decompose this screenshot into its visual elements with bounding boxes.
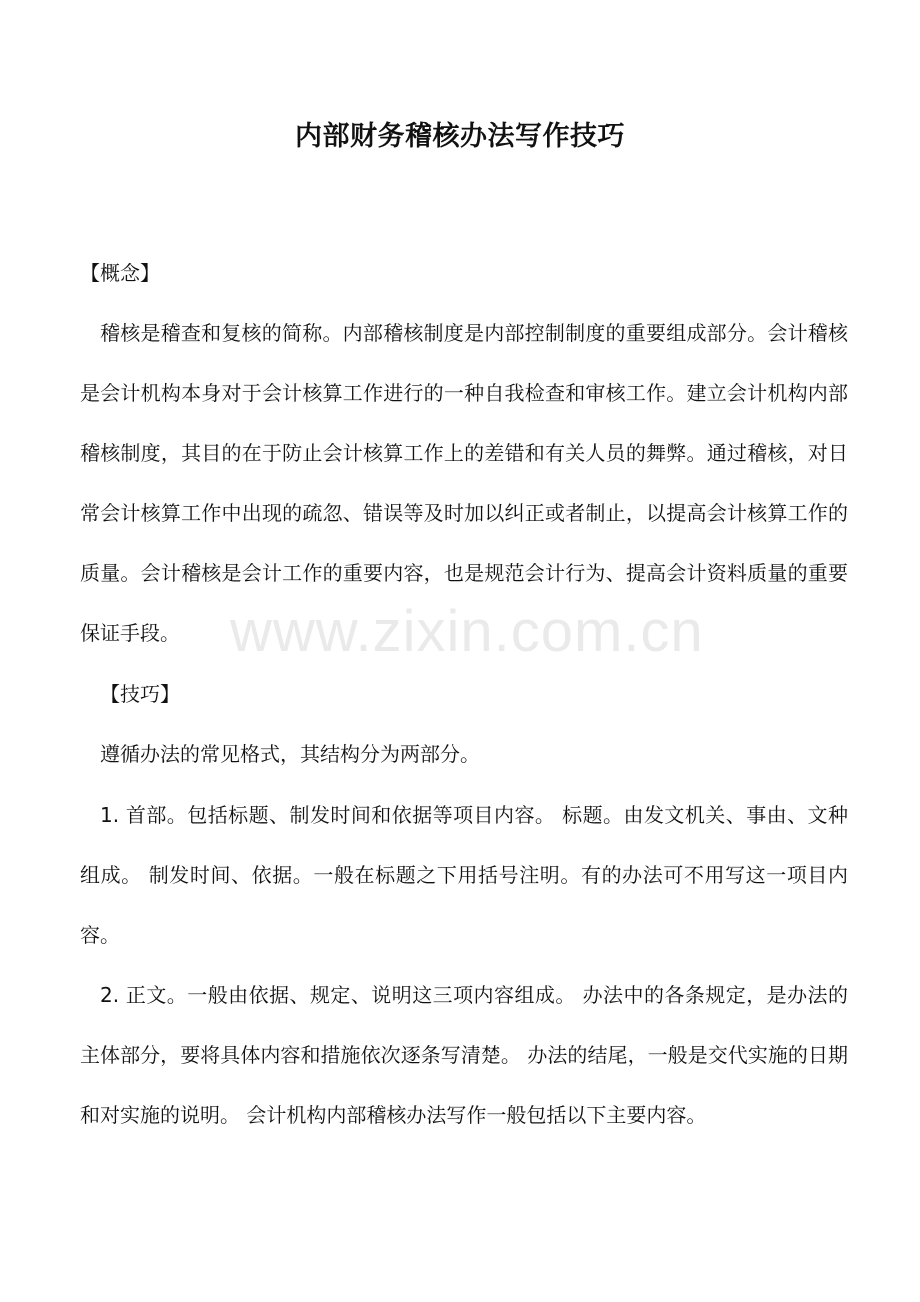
skill-item-1 — [80, 785, 848, 965]
concept-heading: 【概念】 — [80, 261, 160, 285]
skill-heading: 【技巧】 — [100, 682, 180, 706]
watermark: www.zixin.com.cn — [230, 599, 704, 664]
document-title: 内部财务稽核办法写作技巧 — [295, 121, 625, 152]
concept-paragraph — [80, 303, 848, 663]
skill-item-1-text: 1. 首部。包括标题、制发时间和依据等项目内容。 标题。由发文机关、事由、文种组成。 制发时间、依据。一般在标题之下用括号注明。有的办法可不用写这一项目内容。 — [80, 803, 848, 947]
skill-intro-text: 遵循办法的常见格式，其结构分为两部分。 — [100, 742, 480, 766]
concept-paragraph-text: 稽核是稽查和复核的简称。内部稽核制度是内部控制制度的重要组成部分。会计稽核是会计机构本身对于会计核算工作进行的一种自我检查和审核工作。建立会计机构内部稽核制度，其目的在于防止会计核算工作上的差错和有关人员的舞弊。通过稽核，对日常会计核算工作中出现的疏忽、错误等及时加以纠正或者制止，以提高会计核算工作的质量。会计稽核是会计工作的重要内容，也是规范会计行为、提高会计资料质量的重要保证手段。 — [80, 321, 848, 645]
skill-item-2-text: 2. 正文。一般由依据、规定、说明这三项内容组成。 办法中的各条规定，是办法的主体部分，要将具体内容和措施依次逐条写清楚。 办法的结尾，一般是交代实施的日期和对实施的说明。 会计机构内部稽核办法写作一般包括以下主要内容。 — [80, 983, 848, 1127]
skill-intro — [80, 724, 848, 784]
skill-item-2 — [80, 965, 848, 1145]
